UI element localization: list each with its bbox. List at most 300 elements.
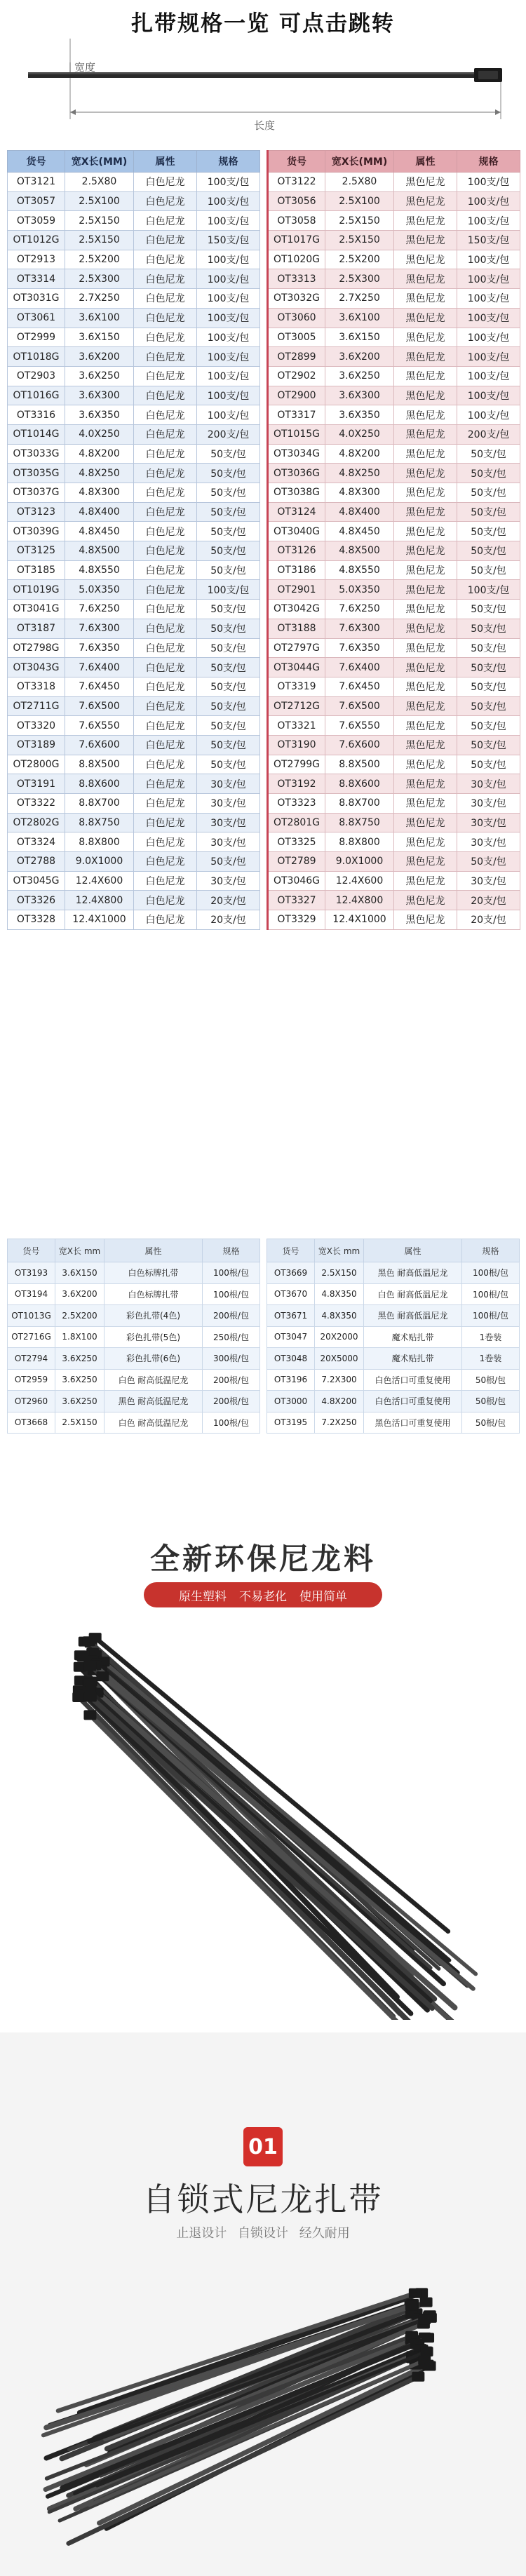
attribute-cell: 白色尼龙 <box>134 755 197 774</box>
item-no-cell: OT3193 <box>8 1262 55 1284</box>
spec-cell: 100支/包 <box>197 250 260 269</box>
table-row[interactable] <box>267 1326 520 1348</box>
attribute-cell: 魔术贴扎带 <box>364 1326 462 1348</box>
item-no-cell: OT3045G <box>8 871 65 891</box>
attribute-cell: 白色尼龙 <box>134 871 197 891</box>
table-row[interactable] <box>8 1391 260 1412</box>
item-no-cell: OT2802G <box>8 813 65 832</box>
table-row[interactable] <box>268 424 520 444</box>
table-row[interactable] <box>8 832 260 852</box>
size-cell: 7.6X500 <box>65 696 134 716</box>
table-row[interactable] <box>268 522 520 541</box>
table-row[interactable] <box>268 250 520 269</box>
item-no-cell: OT3317 <box>268 405 325 425</box>
col-header-item-no: 货号 <box>8 151 65 173</box>
size-cell: 7.6X600 <box>65 735 134 755</box>
table-row[interactable] <box>8 600 260 619</box>
attribute-cell: 黑色尼龙 <box>394 289 457 309</box>
spec-cell: 50支/包 <box>457 522 520 541</box>
table-row[interactable] <box>8 444 260 464</box>
item-no-cell: OT3668 <box>8 1412 55 1434</box>
table-row[interactable] <box>268 716 520 736</box>
table-row[interactable] <box>8 1326 260 1348</box>
table-row[interactable] <box>268 502 520 522</box>
attribute-cell: 白色尼龙 <box>134 910 197 930</box>
attribute-cell: 白色尼龙 <box>134 813 197 832</box>
table-row[interactable] <box>8 716 260 736</box>
feature-tags-pill <box>144 1582 382 1607</box>
spec-cell: 100支/包 <box>197 173 260 192</box>
table-row[interactable] <box>8 405 260 425</box>
size-cell: 7.6X250 <box>325 600 394 619</box>
attribute-cell: 白色尼龙 <box>134 541 197 561</box>
item-no-cell: OT1016G <box>8 386 65 405</box>
table-row[interactable] <box>267 1369 520 1391</box>
spec-cell: 30支/包 <box>457 832 520 852</box>
table-row[interactable] <box>268 308 520 328</box>
table-row[interactable] <box>268 347 520 367</box>
item-no-cell: OT3123 <box>8 502 65 522</box>
table-row[interactable] <box>8 638 260 658</box>
item-no-cell: OT1015G <box>268 424 325 444</box>
item-no-cell: OT2900 <box>268 386 325 405</box>
size-cell: 3.6X350 <box>325 405 394 425</box>
table-row[interactable] <box>268 677 520 696</box>
spec-cell: 50支/包 <box>457 696 520 716</box>
item-no-cell: OT1019G <box>8 580 65 600</box>
spec-cell: 100根/包 <box>462 1262 520 1284</box>
size-cell: 2.5X150 <box>325 231 394 250</box>
attribute-cell: 白色尼龙 <box>134 424 197 444</box>
item-no-cell: OT1020G <box>268 250 325 269</box>
spec-cell: 100根/包 <box>203 1412 260 1434</box>
attribute-cell: 白色尼龙 <box>134 211 197 231</box>
table-row[interactable] <box>268 405 520 425</box>
section-number-badge: 01 <box>243 2127 283 2166</box>
attribute-cell: 黑色尼龙 <box>394 173 457 192</box>
spec-cell: 50支/包 <box>197 658 260 677</box>
attribute-cell: 黑色尼龙 <box>394 386 457 405</box>
table-row[interactable] <box>8 735 260 755</box>
item-no-cell: OT3326 <box>8 891 65 910</box>
table-row[interactable] <box>8 1412 260 1434</box>
attribute-cell: 白色尼龙 <box>134 560 197 580</box>
size-cell: 7.6X550 <box>65 716 134 736</box>
table-row[interactable] <box>268 638 520 658</box>
table-row[interactable] <box>8 231 260 250</box>
table-row[interactable] <box>267 1348 520 1370</box>
spec-cell: 50支/包 <box>197 541 260 561</box>
size-cell: 7.6X500 <box>325 696 394 716</box>
table-row[interactable] <box>268 852 520 872</box>
size-cell: 4.8X550 <box>65 560 134 580</box>
spec-cell: 50支/包 <box>197 619 260 638</box>
spec-cell: 50支/包 <box>197 444 260 464</box>
table-row[interactable] <box>267 1283 520 1305</box>
size-cell: 8.8X750 <box>325 813 394 832</box>
table-row[interactable] <box>8 1369 260 1391</box>
size-cell: 9.0X1000 <box>65 852 134 872</box>
item-no-cell: OT3185 <box>8 560 65 580</box>
item-no-cell: OT2913 <box>8 250 65 269</box>
item-no-cell: OT3325 <box>268 832 325 852</box>
table-row[interactable] <box>268 541 520 561</box>
spec-cell: 50支/包 <box>197 755 260 774</box>
spec-cell: 30支/包 <box>197 774 260 794</box>
width-label: 宽度 <box>74 61 96 74</box>
table-row[interactable] <box>8 619 260 638</box>
attribute-cell: 黑色尼龙 <box>394 211 457 231</box>
item-no-cell: OT2797G <box>268 638 325 658</box>
table-row[interactable] <box>8 852 260 872</box>
spec-cell: 50支/包 <box>197 852 260 872</box>
attribute-cell: 黑色尼龙 <box>394 600 457 619</box>
table-row[interactable] <box>268 891 520 910</box>
item-no-cell: OT2712G <box>268 696 325 716</box>
table-row[interactable] <box>8 658 260 677</box>
item-no-cell: OT3031G <box>8 289 65 309</box>
feature-tag: 不易老化 <box>239 1589 287 1604</box>
table-row[interactable] <box>268 366 520 386</box>
attribute-cell: 白色尼龙 <box>134 289 197 309</box>
item-no-cell: OT3323 <box>268 794 325 814</box>
table-row[interactable] <box>268 832 520 852</box>
size-cell: 3.6X200 <box>65 347 134 367</box>
table-row[interactable] <box>8 522 260 541</box>
spec-cell: 50支/包 <box>197 696 260 716</box>
item-no-cell: OT2789 <box>268 852 325 872</box>
item-no-cell: OT3035G <box>8 464 65 483</box>
attribute-cell: 白色尼龙 <box>134 580 197 600</box>
item-no-cell: OT3041G <box>8 600 65 619</box>
item-no-cell: OT3192 <box>268 774 325 794</box>
spec-cell: 50支/包 <box>457 541 520 561</box>
table-row[interactable] <box>8 891 260 910</box>
spec-cell: 50支/包 <box>197 483 260 503</box>
attribute-cell: 白色尼龙 <box>134 832 197 852</box>
table-row[interactable] <box>8 1283 260 1305</box>
item-no-cell: OT3032G <box>268 289 325 309</box>
attribute-cell: 白色尼龙 <box>134 658 197 677</box>
attribute-cell: 白色尼龙 <box>134 231 197 250</box>
item-no-cell: OT3042G <box>268 600 325 619</box>
table-row[interactable] <box>8 871 260 891</box>
item-no-cell: OT3328 <box>8 910 65 930</box>
attribute-cell: 黑色尼龙 <box>394 366 457 386</box>
size-cell: 4.8X500 <box>65 541 134 561</box>
size-cell: 4.8X250 <box>65 464 134 483</box>
table-row[interactable] <box>8 502 260 522</box>
col-header-attribute: 属性 <box>104 1239 203 1262</box>
attribute-cell: 黑色活口可重复使用 <box>364 1412 462 1434</box>
attribute-cell: 白色标牌扎带 <box>104 1283 203 1305</box>
col-header-size: 宽X长(MM) <box>325 151 394 173</box>
table-row[interactable] <box>8 366 260 386</box>
spec-cell: 100支/包 <box>457 250 520 269</box>
table-row[interactable] <box>268 328 520 347</box>
spec-cell: 50支/包 <box>457 677 520 696</box>
attribute-cell: 白色尼龙 <box>134 677 197 696</box>
table-row[interactable] <box>268 386 520 405</box>
table-row[interactable] <box>8 328 260 347</box>
white-nylon-spec-table <box>7 150 260 930</box>
table-row[interactable] <box>268 560 520 580</box>
table-row[interactable] <box>268 173 520 192</box>
spec-cell: 30支/包 <box>457 871 520 891</box>
item-no-cell: OT3005 <box>268 328 325 347</box>
table-row[interactable] <box>8 755 260 774</box>
attribute-cell: 白色尼龙 <box>134 774 197 794</box>
col-header-size: 宽X长(MM) <box>65 151 134 173</box>
item-no-cell: OT3039G <box>8 522 65 541</box>
attribute-cell: 白色尼龙 <box>134 269 197 289</box>
table-row[interactable] <box>268 794 520 814</box>
size-cell: 4.0X250 <box>325 424 394 444</box>
table-row[interactable] <box>268 735 520 755</box>
size-cell: 3.6X250 <box>55 1369 104 1391</box>
spec-cell: 20支/包 <box>457 910 520 930</box>
table-row[interactable] <box>8 308 260 328</box>
item-no-cell: OT3186 <box>268 560 325 580</box>
table-row[interactable] <box>8 289 260 309</box>
spec-cell: 100支/包 <box>457 289 520 309</box>
spec-cell: 100支/包 <box>457 405 520 425</box>
table-row[interactable] <box>267 1305 520 1327</box>
table-row[interactable] <box>8 191 260 211</box>
size-cell: 12.4X600 <box>325 871 394 891</box>
col-header-item-no: 货号 <box>268 151 325 173</box>
attribute-cell: 白色活口可重复使用 <box>364 1391 462 1412</box>
size-cell: 3.6X100 <box>325 308 394 328</box>
spec-cell: 20支/包 <box>197 910 260 930</box>
spec-cell: 50支/包 <box>197 735 260 755</box>
attribute-cell: 白色尼龙 <box>134 735 197 755</box>
spec-cell: 100支/包 <box>457 580 520 600</box>
size-cell: 7.2X300 <box>315 1369 364 1391</box>
table-row[interactable] <box>8 794 260 814</box>
attribute-cell: 黑色尼龙 <box>394 794 457 814</box>
col-header-size: 宽X长 mm <box>315 1239 364 1262</box>
size-cell: 2.5X300 <box>65 269 134 289</box>
size-cell: 3.6X150 <box>55 1262 104 1284</box>
spec-cell: 1卷装 <box>462 1326 520 1348</box>
table-row[interactable] <box>268 871 520 891</box>
spec-cell: 100支/包 <box>197 405 260 425</box>
table-row[interactable] <box>8 560 260 580</box>
spec-cell: 50支/包 <box>197 716 260 736</box>
section-heading-material: 全新环保尼龙料 <box>149 1542 376 1576</box>
table-row[interactable] <box>8 269 260 289</box>
size-cell: 5.0X350 <box>325 580 394 600</box>
spec-cell: 100支/包 <box>197 328 260 347</box>
attribute-cell: 彩色扎带(5色) <box>104 1326 203 1348</box>
size-cell: 5.0X350 <box>65 580 134 600</box>
item-no-cell: OT3316 <box>8 405 65 425</box>
spec-cell: 150支/包 <box>457 231 520 250</box>
table-row[interactable] <box>268 755 520 774</box>
col-header-size: 宽X长 mm <box>55 1239 104 1262</box>
spec-cell: 50支/包 <box>457 502 520 522</box>
table-row[interactable] <box>268 289 520 309</box>
attribute-cell: 黑色尼龙 <box>394 755 457 774</box>
size-cell: 12.4X1000 <box>325 910 394 930</box>
size-cell: 7.6X300 <box>65 619 134 638</box>
spec-cell: 50支/包 <box>457 852 520 872</box>
attribute-cell: 白色标牌扎带 <box>104 1262 203 1284</box>
size-cell: 8.8X750 <box>65 813 134 832</box>
cable-tie-dimension-diagram <box>0 39 526 144</box>
col-header-item-no: 货号 <box>8 1239 55 1262</box>
table-row[interactable] <box>267 1412 520 1434</box>
item-no-cell: OT2960 <box>8 1391 55 1412</box>
item-no-cell: OT3125 <box>8 541 65 561</box>
table-row[interactable] <box>268 813 520 832</box>
attribute-cell: 黑色尼龙 <box>394 580 457 600</box>
size-cell: 4.8X350 <box>315 1283 364 1305</box>
item-no-cell: OT2899 <box>268 347 325 367</box>
table-row[interactable] <box>8 424 260 444</box>
table-row[interactable] <box>8 483 260 503</box>
spec-cell: 20支/包 <box>457 891 520 910</box>
spec-cell: 1卷装 <box>462 1348 520 1370</box>
black-cable-ties-bundle-photo <box>42 1620 484 2020</box>
item-no-cell: OT1014G <box>8 424 65 444</box>
table-row[interactable] <box>268 580 520 600</box>
item-no-cell: OT3044G <box>268 658 325 677</box>
table-row[interactable] <box>268 231 520 250</box>
size-cell: 2.5X150 <box>325 211 394 231</box>
size-cell: 2.5X150 <box>55 1412 104 1434</box>
size-cell: 2.5X300 <box>325 269 394 289</box>
table-row[interactable] <box>8 774 260 794</box>
spec-cell: 300根/包 <box>203 1348 260 1370</box>
attribute-cell: 黑色尼龙 <box>394 677 457 696</box>
table-row[interactable] <box>8 347 260 367</box>
special-ties-table-right <box>267 1239 520 1434</box>
item-no-cell: OT3061 <box>8 308 65 328</box>
table-row[interactable] <box>8 541 260 561</box>
item-no-cell: OT1013G <box>8 1305 55 1327</box>
size-cell: 8.8X500 <box>65 755 134 774</box>
col-header-spec: 规格 <box>462 1239 520 1262</box>
table-row[interactable] <box>8 1262 260 1284</box>
spec-cell: 100根/包 <box>203 1283 260 1305</box>
attribute-cell: 黑色尼龙 <box>394 638 457 658</box>
table-row[interactable] <box>8 386 260 405</box>
item-no-cell: OT2959 <box>8 1369 55 1391</box>
spec-cell: 200根/包 <box>203 1369 260 1391</box>
spec-cell: 100支/包 <box>197 289 260 309</box>
table-row[interactable] <box>268 619 520 638</box>
attribute-cell: 黑色 耐高低温尼龙 <box>364 1305 462 1327</box>
table-row[interactable] <box>8 813 260 832</box>
table-row[interactable] <box>8 211 260 231</box>
attribute-cell: 白色尼龙 <box>134 191 197 211</box>
size-cell: 2.5X80 <box>65 173 134 192</box>
table-row[interactable] <box>268 774 520 794</box>
attribute-cell: 黑色尼龙 <box>394 308 457 328</box>
item-no-cell: OT3671 <box>267 1305 315 1327</box>
table-row[interactable] <box>268 211 520 231</box>
attribute-cell: 黑色尼龙 <box>394 560 457 580</box>
table-row[interactable] <box>8 1348 260 1370</box>
size-cell: 4.8X250 <box>325 464 394 483</box>
table-row[interactable] <box>8 696 260 716</box>
table-row[interactable] <box>8 677 260 696</box>
spec-cell: 200支/包 <box>197 424 260 444</box>
table-row[interactable] <box>8 1305 260 1327</box>
attribute-cell: 黑色 耐高低温尼龙 <box>104 1391 203 1412</box>
size-cell: 7.6X550 <box>325 716 394 736</box>
item-no-cell: OT1017G <box>268 231 325 250</box>
table-row[interactable] <box>268 696 520 716</box>
table-row[interactable] <box>268 444 520 464</box>
size-cell: 7.2X250 <box>315 1412 364 1434</box>
size-cell: 3.6X350 <box>65 405 134 425</box>
table-row[interactable] <box>268 483 520 503</box>
table-row[interactable] <box>8 910 260 930</box>
table-row[interactable] <box>268 600 520 619</box>
table-row[interactable] <box>8 580 260 600</box>
table-row[interactable] <box>268 464 520 483</box>
size-cell: 4.8X300 <box>325 483 394 503</box>
spec-cell: 50支/包 <box>457 444 520 464</box>
size-cell: 12.4X800 <box>325 891 394 910</box>
attribute-cell: 白色活口可重复使用 <box>364 1369 462 1391</box>
size-cell: 8.8X800 <box>65 832 134 852</box>
spec-cell: 100支/包 <box>197 191 260 211</box>
table-row[interactable] <box>268 191 520 211</box>
table-row[interactable] <box>268 658 520 677</box>
item-no-cell: OT3060 <box>268 308 325 328</box>
attribute-cell: 白色尼龙 <box>134 891 197 910</box>
spec-cell: 50支/包 <box>457 735 520 755</box>
table-row[interactable] <box>8 464 260 483</box>
size-cell: 8.8X500 <box>325 755 394 774</box>
attribute-cell: 黑色尼龙 <box>394 832 457 852</box>
spec-cell: 200支/包 <box>457 424 520 444</box>
size-cell: 4.8X350 <box>315 1305 364 1327</box>
item-no-cell: OT3196 <box>267 1369 315 1391</box>
spec-cell: 50支/包 <box>197 638 260 658</box>
spec-cell: 100支/包 <box>457 328 520 347</box>
table-row[interactable] <box>267 1262 520 1284</box>
size-cell: 4.8X200 <box>315 1391 364 1412</box>
size-cell: 3.6X250 <box>55 1391 104 1412</box>
spec-cell: 50支/包 <box>457 619 520 638</box>
size-cell: 4.8X400 <box>65 502 134 522</box>
attribute-cell: 白色尼龙 <box>134 522 197 541</box>
size-cell: 12.4X1000 <box>65 910 134 930</box>
spec-cell: 30支/包 <box>457 794 520 814</box>
attribute-cell: 黑色尼龙 <box>394 813 457 832</box>
item-no-cell: OT3188 <box>268 619 325 638</box>
attribute-cell: 黑色尼龙 <box>394 696 457 716</box>
spec-cell: 50支/包 <box>197 677 260 696</box>
table-row[interactable] <box>268 269 520 289</box>
attribute-cell: 黑色尼龙 <box>394 619 457 638</box>
item-no-cell: OT3058 <box>268 211 325 231</box>
table-row[interactable] <box>268 910 520 930</box>
size-cell: 2.5X200 <box>325 250 394 269</box>
item-no-cell: OT3047 <box>267 1326 315 1348</box>
size-cell: 2.7X250 <box>325 289 394 309</box>
size-cell: 2.7X250 <box>65 289 134 309</box>
spec-cell: 100支/包 <box>197 308 260 328</box>
table-row[interactable] <box>8 173 260 192</box>
table-row[interactable] <box>8 250 260 269</box>
table-row[interactable] <box>267 1391 520 1412</box>
